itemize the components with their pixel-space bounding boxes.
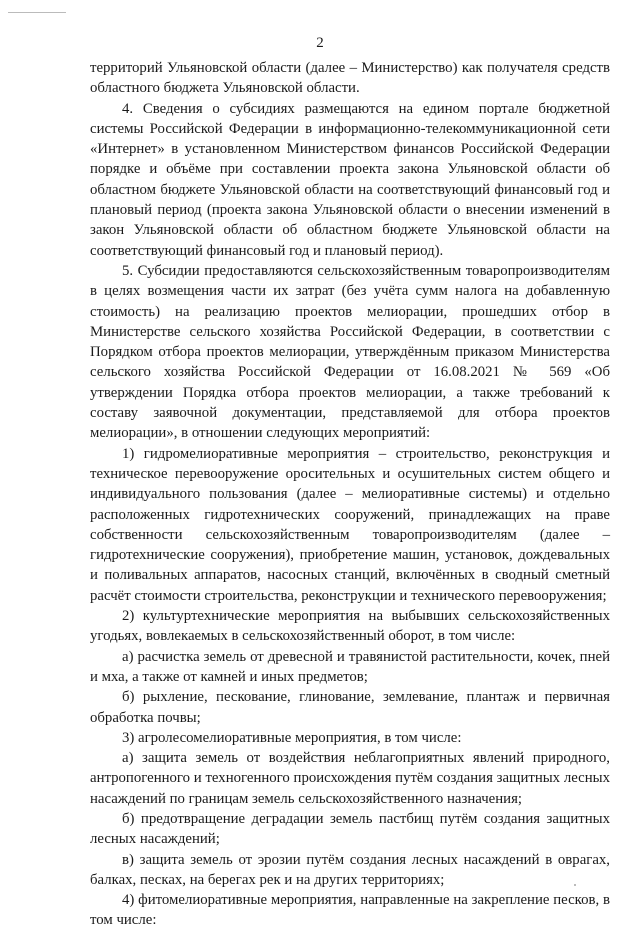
document-body [90,58,610,931]
paragraph: 3) агролесомелиоративные мероприятия, в том числе: [122,729,462,746]
scan-artifact-top-left [8,12,66,13]
paragraph: а) расчистка земель от древесной и травянистой растительности, кочек, пней и мха, а также от камней и иных предметов; [90,648,610,685]
paragraph: территорий Ульяновской области (далее – Министерство) как получателя средств областного бюджета Ульяновской области. [90,60,610,97]
paragraph: 4) фитомелиоративные мероприятия, направленные на закрепление песков, в том числе: [90,892,610,929]
paragraph: 5. Субсидии предоставляются сельскохозяйственным товаропроизводителям в целях возмещения части их затрат (без учёта сумм налога на добавленную стоимость) на реализацию проектов мелиорации, прошедших отбор в Министерстве сельского хозяйства Российской Федерации, в соответствии с Порядком отбора проектов мелиорации, утверждённым приказом Министерства сельского хозяйства Российской Федерации от 16.08.2021 № 569 «Об утверждении Порядка отбора проектов мелиорации, а также требований к составу заявочной документации, представляемой для отбора проектов мелиорации», в отношении следующих мероприятий: [90,262,610,442]
paragraph: 1) гидромелиоративные мероприятия – строительство, реконструкция и техническое перевооружение оросительных и осушительных систем общего и индивидуального пользования (далее – мелиоративные системы) и отдельно расположенных гидротехнических сооружений, принадлежащих на праве собственности сельскохозяйственным товаропроизводителям (далее – гидротехнические сооружения), приобретение машин, установок, дождевальных и поливальных аппаратов, насосных станций, включённых в сводный сметный расчёт стоимости строительства, реконструкции и технического перевооружения; [90,445,610,604]
paragraph: б) предотвращение деградации земель пастбищ путём создания защитных лесных насаждений; [90,810,610,848]
paragraph: б) рыхление, пескование, глинование, землевание, плантаж и первичная обработка почвы; [90,689,610,726]
paragraph: в) защита земель от эрозии путём создания лесных насаждений в оврагах, балках, песках, на берегах рек и на других территориях; [90,851,610,888]
page-number: 2 [316,35,324,51]
paragraph: а) защита земель от воздействия неблагоприятных явлений природного, антропогенного и техногенного происхождения путём создания защитных лесных насаждений по границам земель сельскохозяйственного назначения; [90,750,610,807]
paragraph: 2) культуртехнические мероприятия на выбывших сельскохозяйственных угодьях, вовлекаемых в сельскохозяйственный оборот, в том числе: [90,608,610,645]
paragraph: 4. Сведения о субсидиях размещаются на едином портале бюджетной системы Российской Федерации в информационно-телекоммуникационной сети «Интернет» в установленном Министерством финансов Российской Федерации порядке и объёме при составлении проекта закона Ульяновской области об областном бюджете Ульяновской области на соответствующий финансовый год и плановый период (проекта закона Ульяновской области о внесении изменений в закон Ульяновской области об областном бюджете Ульяновской области на соответствующий финансовый год и плановый период). [90,100,610,259]
